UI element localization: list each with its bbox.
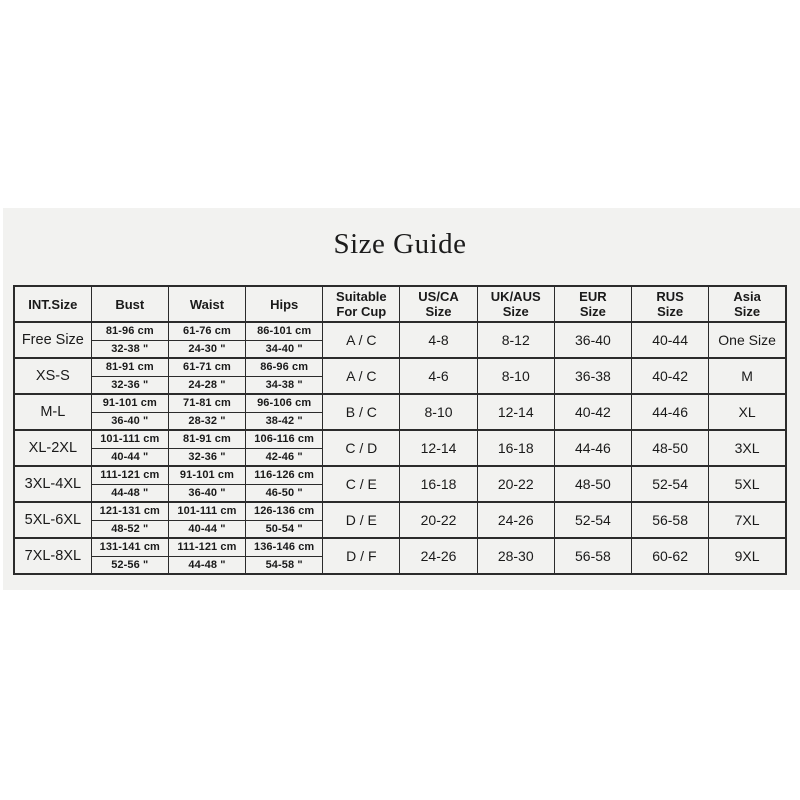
size-row-5xl-6xl xyxy=(14,502,786,520)
cell-int-size: 5XL-6XL xyxy=(14,502,91,538)
size-row-m-l xyxy=(14,394,786,412)
cell-asia: M xyxy=(709,358,786,394)
cell-eur: 36-40 xyxy=(554,322,631,358)
header-asia-line2: Size xyxy=(734,304,761,319)
cell-waist-in: 40-44 " xyxy=(168,520,245,538)
cell-waist-cm: 81-91 cm xyxy=(168,430,245,448)
header-waist: Waist xyxy=(168,286,245,322)
cell-eur: 44-46 xyxy=(554,430,631,466)
cell-hips-in: 54-58 " xyxy=(246,556,323,574)
header-suitable-for-cup-line2: For Cup xyxy=(336,304,387,319)
cell-us-ca: 16-18 xyxy=(400,466,477,502)
cell-eur: 40-42 xyxy=(554,394,631,430)
header-uk-aus-size xyxy=(477,286,554,322)
header-asia-line1: Asia xyxy=(733,289,761,304)
cell-uk-aus: 24-26 xyxy=(477,502,554,538)
cell-uk-aus: 8-12 xyxy=(477,322,554,358)
header-asia-size xyxy=(709,286,786,322)
cell-waist-in: 24-30 " xyxy=(168,340,245,358)
cell-us-ca: 24-26 xyxy=(400,538,477,574)
cell-uk-aus: 28-30 xyxy=(477,538,554,574)
header-hips: Hips xyxy=(246,286,323,322)
cell-waist-in: 44-48 " xyxy=(168,556,245,574)
cell-int-size: M-L xyxy=(14,394,91,430)
cell-hips-cm: 96-106 cm xyxy=(246,394,323,412)
cell-asia: 9XL xyxy=(709,538,786,574)
header-int-size: INT.Size xyxy=(14,286,91,322)
cell-cup: C / E xyxy=(323,466,400,502)
cell-waist-cm: 61-71 cm xyxy=(168,358,245,376)
cell-eur: 48-50 xyxy=(554,466,631,502)
cell-waist-cm: 111-121 cm xyxy=(168,538,245,556)
header-row xyxy=(14,286,786,322)
cell-rus: 40-42 xyxy=(632,358,709,394)
cell-rus: 52-54 xyxy=(632,466,709,502)
cell-int-size: 7XL-8XL xyxy=(14,538,91,574)
cell-cup: A / C xyxy=(323,358,400,394)
header-uk-aus-line2: Size xyxy=(502,304,529,319)
cell-uk-aus: 12-14 xyxy=(477,394,554,430)
header-uk-aus-line1: UK/AUS xyxy=(490,289,541,304)
cell-cup: D / E xyxy=(323,502,400,538)
cell-bust-cm: 101-111 cm xyxy=(91,430,168,448)
cell-cup: C / D xyxy=(323,430,400,466)
cell-waist-cm: 71-81 cm xyxy=(168,394,245,412)
cell-us-ca: 4-6 xyxy=(400,358,477,394)
cell-eur: 56-58 xyxy=(554,538,631,574)
cell-eur: 52-54 xyxy=(554,502,631,538)
cell-waist-cm: 61-76 cm xyxy=(168,322,245,340)
cell-waist-cm: 91-101 cm xyxy=(168,466,245,484)
cell-bust-in: 40-44 " xyxy=(91,448,168,466)
cell-bust-cm: 81-96 cm xyxy=(91,322,168,340)
cell-cup: A / C xyxy=(323,322,400,358)
cell-hips-in: 34-38 " xyxy=(246,376,323,394)
cell-hips-in: 50-54 " xyxy=(246,520,323,538)
size-table-body xyxy=(14,322,786,574)
size-row-xl-2xl xyxy=(14,430,786,448)
cell-waist-in: 36-40 " xyxy=(168,484,245,502)
size-row-xs-s xyxy=(14,358,786,376)
size-table-header xyxy=(14,286,786,322)
cell-rus: 40-44 xyxy=(632,322,709,358)
cell-int-size: Free Size xyxy=(14,322,91,358)
cell-eur: 36-38 xyxy=(554,358,631,394)
cell-bust-cm: 81-91 cm xyxy=(91,358,168,376)
cell-hips-cm: 86-101 cm xyxy=(246,322,323,340)
cell-bust-in: 52-56 " xyxy=(91,556,168,574)
cell-hips-cm: 86-96 cm xyxy=(246,358,323,376)
cell-int-size: XS-S xyxy=(14,358,91,394)
cell-rus: 60-62 xyxy=(632,538,709,574)
cell-waist-in: 28-32 " xyxy=(168,412,245,430)
cell-us-ca: 4-8 xyxy=(400,322,477,358)
cell-rus: 44-46 xyxy=(632,394,709,430)
size-row-3xl-4xl xyxy=(14,466,786,484)
cell-uk-aus: 8-10 xyxy=(477,358,554,394)
header-rus-size xyxy=(632,286,709,322)
cell-hips-cm: 126-136 cm xyxy=(246,502,323,520)
cell-cup: B / C xyxy=(323,394,400,430)
cell-hips-in: 34-40 " xyxy=(246,340,323,358)
cell-cup: D / F xyxy=(323,538,400,574)
cell-hips-cm: 106-116 cm xyxy=(246,430,323,448)
cell-bust-cm: 131-141 cm xyxy=(91,538,168,556)
header-eur-line2: Size xyxy=(579,304,606,319)
header-suitable-for-cup xyxy=(323,286,400,322)
cell-us-ca: 20-22 xyxy=(400,502,477,538)
cell-hips-cm: 116-126 cm xyxy=(246,466,323,484)
cell-asia: 7XL xyxy=(709,502,786,538)
header-rus-line2: Size xyxy=(657,304,684,319)
header-eur-size xyxy=(554,286,631,322)
cell-int-size: 3XL-4XL xyxy=(14,466,91,502)
size-table xyxy=(13,285,787,575)
header-eur-line1: EUR xyxy=(579,289,607,304)
cell-hips-in: 42-46 " xyxy=(246,448,323,466)
cell-rus: 48-50 xyxy=(632,430,709,466)
cell-waist-cm: 101-111 cm xyxy=(168,502,245,520)
page-title: Size Guide xyxy=(333,228,467,260)
header-bust: Bust xyxy=(91,286,168,322)
cell-int-size: XL-2XL xyxy=(14,430,91,466)
cell-asia: 3XL xyxy=(709,430,786,466)
cell-uk-aus: 16-18 xyxy=(477,430,554,466)
cell-waist-in: 32-36 " xyxy=(168,448,245,466)
cell-asia: One Size xyxy=(709,322,786,358)
header-suitable-for-cup-line1: Suitable xyxy=(336,289,387,304)
cell-bust-in: 32-38 " xyxy=(91,340,168,358)
cell-hips-in: 46-50 " xyxy=(246,484,323,502)
cell-bust-cm: 121-131 cm xyxy=(91,502,168,520)
cell-us-ca: 12-14 xyxy=(400,430,477,466)
cell-bust-in: 36-40 " xyxy=(91,412,168,430)
header-us-ca-line1: US/CA xyxy=(418,289,459,304)
cell-uk-aus: 20-22 xyxy=(477,466,554,502)
header-us-ca-size xyxy=(400,286,477,322)
cell-bust-in: 48-52 " xyxy=(91,520,168,538)
cell-asia: XL xyxy=(709,394,786,430)
cell-us-ca: 8-10 xyxy=(400,394,477,430)
cell-rus: 56-58 xyxy=(632,502,709,538)
cell-waist-in: 24-28 " xyxy=(168,376,245,394)
size-row-7xl-8xl xyxy=(14,538,786,556)
header-rus-line1: RUS xyxy=(656,289,684,304)
cell-hips-cm: 136-146 cm xyxy=(246,538,323,556)
cell-bust-in: 32-36 " xyxy=(91,376,168,394)
cell-hips-in: 38-42 " xyxy=(246,412,323,430)
cell-bust-cm: 111-121 cm xyxy=(91,466,168,484)
size-row-free-size xyxy=(14,322,786,340)
cell-asia: 5XL xyxy=(709,466,786,502)
cell-bust-cm: 91-101 cm xyxy=(91,394,168,412)
header-us-ca-line2: Size xyxy=(425,304,452,319)
cell-bust-in: 44-48 " xyxy=(91,484,168,502)
